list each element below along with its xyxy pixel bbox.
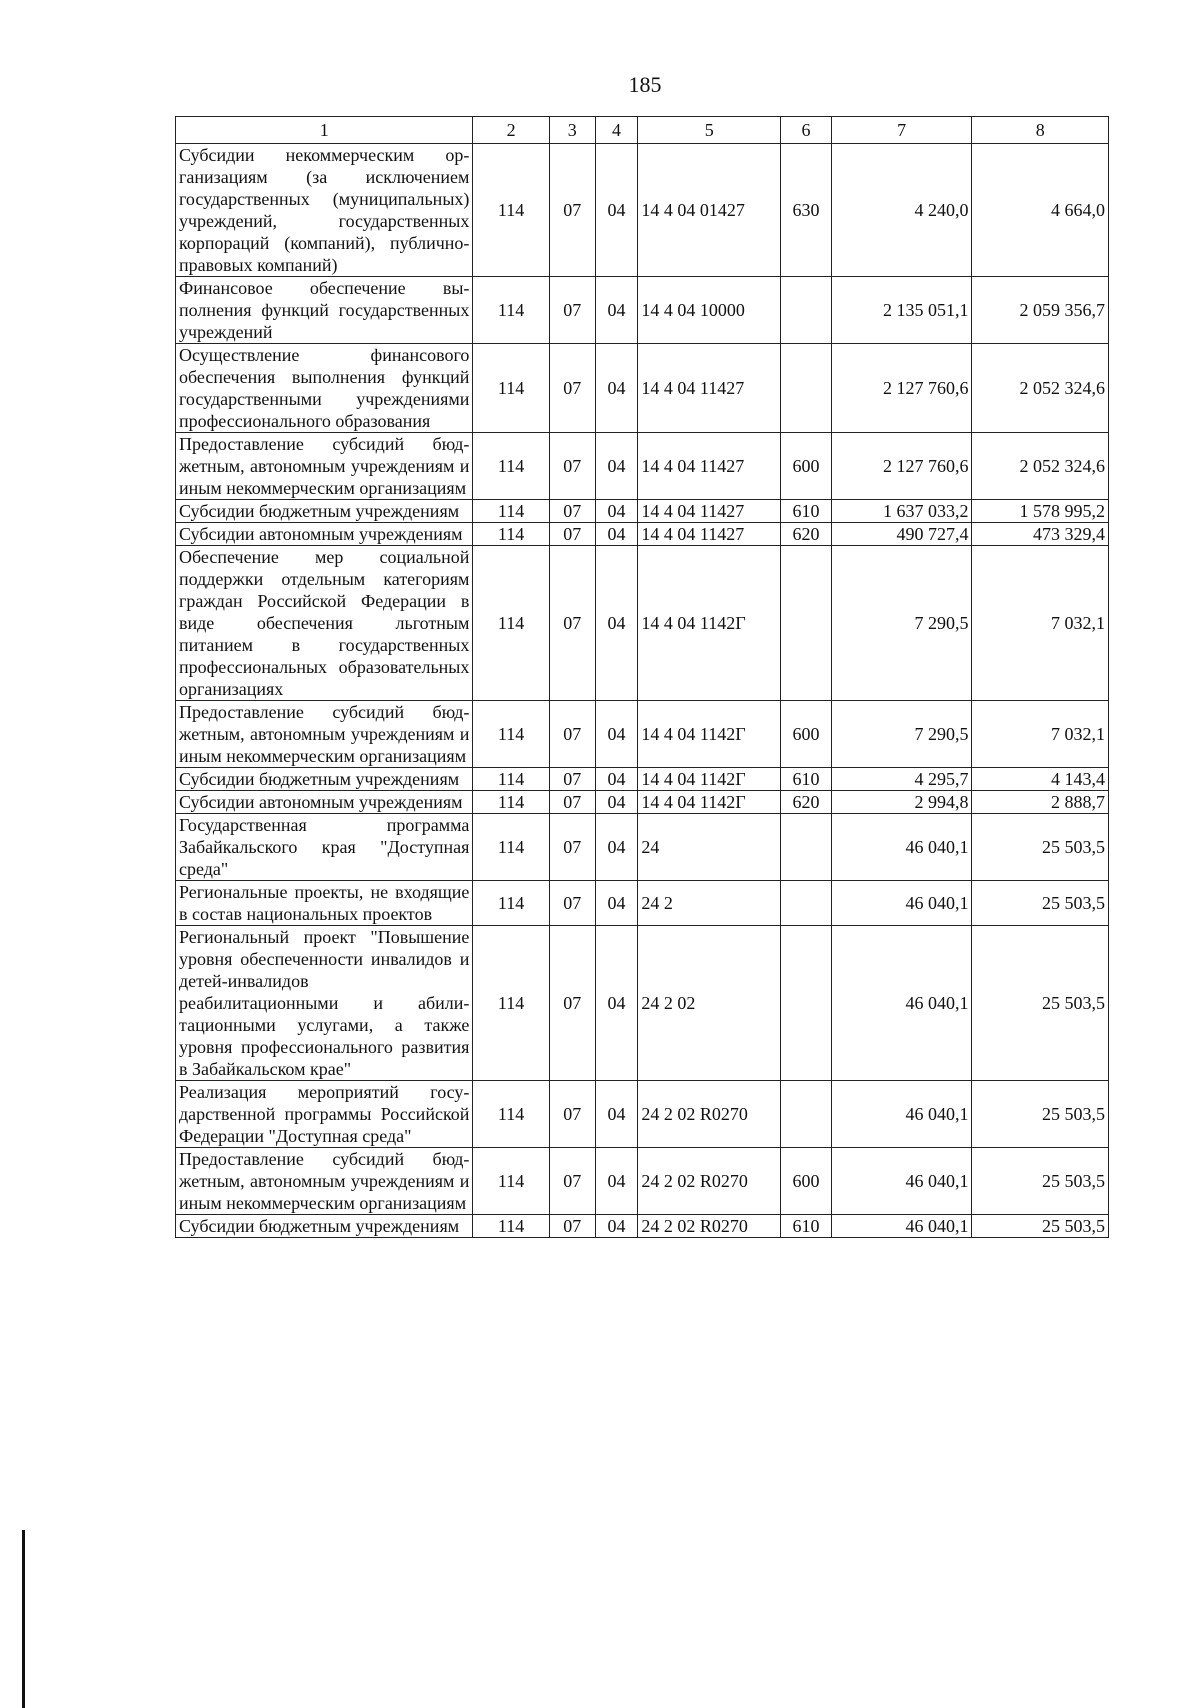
target-article-cell: 14 4 04 1142Г: [638, 768, 781, 791]
subsection-cell: 04: [595, 277, 638, 344]
description-cell: Осуществление финансового обеспечения выполнения функций государственными учреждениями профессионального образования: [176, 344, 473, 433]
subsection-cell: 04: [595, 926, 638, 1081]
description-cell: Обеспечение мер социальной поддержки отдельным категориям граждан Российской Федерации в виде обеспечения льготным питанием в государственных профессиональных образовательных организациях: [176, 546, 473, 701]
subsection-cell: 04: [595, 1148, 638, 1215]
amount-year1-cell: 7 290,5: [831, 546, 972, 701]
expense-type-cell: [780, 814, 831, 881]
subsection-cell: 04: [595, 701, 638, 768]
target-article-cell: 24 2: [638, 881, 781, 926]
target-article-cell: 24 2 02 R0270: [638, 1081, 781, 1148]
description-cell: Субсидии бюджетным учреждениям: [176, 500, 473, 523]
description-cell: Региональный проект "Повышение уровня обеспеченности инвалидов и детей-инвалидов реабилитационными и абилитационными услугами, а также уровня профессионального развития в Забайкальском крае": [176, 926, 473, 1081]
table-row: [176, 500, 1109, 523]
admin-code-cell: 114: [473, 144, 549, 277]
admin-code-cell: 114: [473, 926, 549, 1081]
description-cell: Субсидии бюджетным учреждениям: [176, 768, 473, 791]
amount-year1-cell: 2 127 760,6: [831, 344, 972, 433]
description-cell: Субсидии автономным учреждениям: [176, 791, 473, 814]
section-cell: 07: [549, 1081, 595, 1148]
amount-year2-cell: 2 888,7: [972, 791, 1109, 814]
subsection-cell: 04: [595, 881, 638, 926]
table-row: [176, 523, 1109, 546]
description-cell: Предоставление субсидий бюджетным, автономным учреждениям и иным некоммерческим организациям: [176, 701, 473, 768]
subsection-cell: 04: [595, 1081, 638, 1148]
target-article-cell: 14 4 04 10000: [638, 277, 781, 344]
table-row: [176, 701, 1109, 768]
target-article-cell: 14 4 04 01427: [638, 144, 781, 277]
admin-code-cell: 114: [473, 1148, 549, 1215]
header-cell-7: 7: [831, 117, 972, 144]
target-article-cell: 14 4 04 11427: [638, 433, 781, 500]
section-cell: 07: [549, 1148, 595, 1215]
table-row: [176, 926, 1109, 1081]
description-cell: Региональные проекты, не входящие в состав национальных проектов: [176, 881, 473, 926]
header-cell-4: 4: [595, 117, 638, 144]
admin-code-cell: 114: [473, 791, 549, 814]
amount-year2-cell: 473 329,4: [972, 523, 1109, 546]
description-cell: Предоставление субсидий бюджетным, автономным учреждениям и иным некоммерческим организациям: [176, 433, 473, 500]
admin-code-cell: 114: [473, 881, 549, 926]
expense-type-cell: [780, 277, 831, 344]
section-cell: 07: [549, 523, 595, 546]
amount-year2-cell: 25 503,5: [972, 1081, 1109, 1148]
section-cell: 07: [549, 144, 595, 277]
section-cell: 07: [549, 433, 595, 500]
subsection-cell: 04: [595, 523, 638, 546]
admin-code-cell: 114: [473, 701, 549, 768]
expense-type-cell: 600: [780, 701, 831, 768]
target-article-cell: 24 2 02 R0270: [638, 1215, 781, 1238]
section-cell: 07: [549, 791, 595, 814]
subsection-cell: 04: [595, 144, 638, 277]
amount-year1-cell: 2 127 760,6: [831, 433, 972, 500]
header-cell-5: 5: [638, 117, 781, 144]
target-article-cell: 14 4 04 1142Г: [638, 701, 781, 768]
amount-year2-cell: 2 059 356,7: [972, 277, 1109, 344]
table-row: [176, 277, 1109, 344]
amount-year1-cell: 46 040,1: [831, 1081, 972, 1148]
page-number: 185: [628, 72, 662, 97]
amount-year2-cell: 7 032,1: [972, 546, 1109, 701]
amount-year2-cell: 4 143,4: [972, 768, 1109, 791]
amount-year1-cell: 1 637 033,2: [831, 500, 972, 523]
expense-type-cell: [780, 926, 831, 1081]
amount-year2-cell: 25 503,5: [972, 1215, 1109, 1238]
subsection-cell: 04: [595, 433, 638, 500]
amount-year1-cell: 46 040,1: [831, 926, 972, 1081]
header-cell-6: 6: [780, 117, 831, 144]
header-cell-3: 3: [549, 117, 595, 144]
amount-year1-cell: 46 040,1: [831, 881, 972, 926]
amount-year2-cell: 1 578 995,2: [972, 500, 1109, 523]
admin-code-cell: 114: [473, 1081, 549, 1148]
expense-type-cell: 610: [780, 500, 831, 523]
amount-year2-cell: 25 503,5: [972, 814, 1109, 881]
section-cell: 07: [549, 546, 595, 701]
section-cell: 07: [549, 500, 595, 523]
amount-year1-cell: 46 040,1: [831, 1148, 972, 1215]
amount-year2-cell: 25 503,5: [972, 1148, 1109, 1215]
amount-year1-cell: 490 727,4: [831, 523, 972, 546]
section-cell: 07: [549, 814, 595, 881]
target-article-cell: 14 4 04 11427: [638, 500, 781, 523]
header-cell-1: 1: [176, 117, 473, 144]
target-article-cell: 14 4 04 11427: [638, 523, 781, 546]
expense-type-cell: 630: [780, 144, 831, 277]
amount-year2-cell: 25 503,5: [972, 926, 1109, 1081]
subsection-cell: 04: [595, 344, 638, 433]
admin-code-cell: 114: [473, 344, 549, 433]
target-article-cell: 24: [638, 814, 781, 881]
expense-type-cell: 610: [780, 1215, 831, 1238]
admin-code-cell: 114: [473, 814, 549, 881]
admin-code-cell: 114: [473, 768, 549, 791]
amount-year2-cell: 2 052 324,6: [972, 433, 1109, 500]
budget-table: [175, 116, 1109, 1238]
expense-type-cell: 610: [780, 768, 831, 791]
target-article-cell: 14 4 04 1142Г: [638, 791, 781, 814]
description-cell: Реализация мероприятий государственной программы Российской Федерации "Доступная среда": [176, 1081, 473, 1148]
subsection-cell: 04: [595, 1215, 638, 1238]
admin-code-cell: 114: [473, 277, 549, 344]
amount-year2-cell: 4 664,0: [972, 144, 1109, 277]
table-row: [176, 1081, 1109, 1148]
description-cell: Финансовое обеспечение выполнения функций государственных учреждений: [176, 277, 473, 344]
admin-code-cell: 114: [473, 523, 549, 546]
section-cell: 07: [549, 701, 595, 768]
table-row: [176, 344, 1109, 433]
expense-type-cell: 600: [780, 1148, 831, 1215]
table-row: [176, 546, 1109, 701]
expense-type-cell: [780, 546, 831, 701]
header-cell-2: 2: [473, 117, 549, 144]
expense-type-cell: [780, 881, 831, 926]
description-cell: Государственная программа Забайкальского края "Доступная среда": [176, 814, 473, 881]
table-row: [176, 881, 1109, 926]
table-row: [176, 1215, 1109, 1238]
amount-year1-cell: 46 040,1: [831, 814, 972, 881]
amount-year1-cell: 2 994,8: [831, 791, 972, 814]
header-cell-8: 8: [972, 117, 1109, 144]
section-cell: 07: [549, 277, 595, 344]
expense-type-cell: [780, 344, 831, 433]
margin-rule: [22, 1530, 25, 1708]
admin-code-cell: 114: [473, 546, 549, 701]
amount-year2-cell: 7 032,1: [972, 701, 1109, 768]
section-cell: 07: [549, 881, 595, 926]
subsection-cell: 04: [595, 500, 638, 523]
subsection-cell: 04: [595, 814, 638, 881]
expense-type-cell: 600: [780, 433, 831, 500]
table-body: [176, 144, 1109, 1238]
table-row: [176, 1148, 1109, 1215]
description-cell: Субсидии некоммерческим организациям (за исключением государственных (муниципальных) учреждений, государственных корпораций (компаний), публично-правовых компаний): [176, 144, 473, 277]
admin-code-cell: 114: [473, 1215, 549, 1238]
target-article-cell: 24 2 02: [638, 926, 781, 1081]
section-cell: 07: [549, 1215, 595, 1238]
description-cell: Субсидии автономным учреждениям: [176, 523, 473, 546]
description-cell: Субсидии бюджетным учреждениям: [176, 1215, 473, 1238]
section-cell: 07: [549, 344, 595, 433]
subsection-cell: 04: [595, 791, 638, 814]
amount-year1-cell: 46 040,1: [831, 1215, 972, 1238]
amount-year1-cell: 7 290,5: [831, 701, 972, 768]
table-row: [176, 144, 1109, 277]
table-row: [176, 433, 1109, 500]
description-cell: Предоставление субсидий бюджетным, автономным учреждениям и иным некоммерческим организациям: [176, 1148, 473, 1215]
subsection-cell: 04: [595, 768, 638, 791]
table-row: [176, 791, 1109, 814]
expense-type-cell: 620: [780, 791, 831, 814]
target-article-cell: 14 4 04 11427: [638, 344, 781, 433]
target-article-cell: 24 2 02 R0270: [638, 1148, 781, 1215]
amount-year1-cell: 4 295,7: [831, 768, 972, 791]
section-cell: 07: [549, 768, 595, 791]
admin-code-cell: 114: [473, 433, 549, 500]
expense-type-cell: [780, 1081, 831, 1148]
amount-year1-cell: 2 135 051,1: [831, 277, 972, 344]
expense-type-cell: 620: [780, 523, 831, 546]
header-row: [176, 117, 1109, 144]
amount-year2-cell: 2 052 324,6: [972, 344, 1109, 433]
target-article-cell: 14 4 04 1142Г: [638, 546, 781, 701]
amount-year1-cell: 4 240,0: [831, 144, 972, 277]
amount-year2-cell: 25 503,5: [972, 881, 1109, 926]
table-row: [176, 768, 1109, 791]
section-cell: 07: [549, 926, 595, 1081]
admin-code-cell: 114: [473, 500, 549, 523]
subsection-cell: 04: [595, 546, 638, 701]
table-row: [176, 814, 1109, 881]
